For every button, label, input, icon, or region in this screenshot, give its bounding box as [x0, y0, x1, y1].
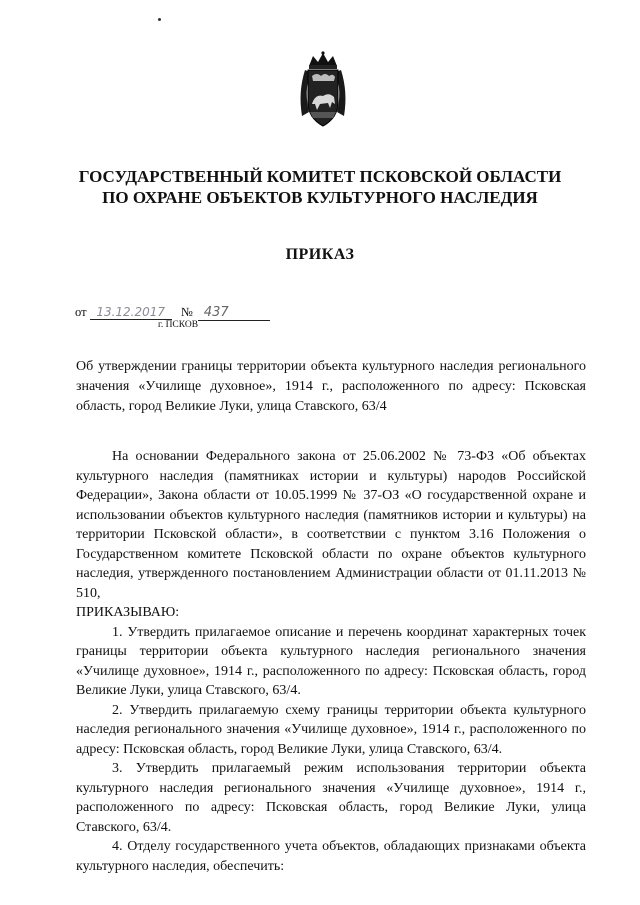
order-item-3: 3. Утвердить прилагаемый режим использования территории объекта культурного наследия регионального значения «Училище духовное», 1914 г., расположенного по адресу: Псковская область, город Великие Луки, улица Ставского, 63/4.	[76, 761, 586, 835]
organization-title-line2: ПО ОХРАНЕ ОБЪЕКТОВ КУЛЬТУРНОГО НАСЛЕДИЯ	[102, 188, 538, 207]
organization-title-line1: ГОСУДАРСТВЕННЫЙ КОМИТЕТ ПСКОВСКОЙ ОБЛАСТИ	[78, 167, 562, 186]
order-item-1: 1. Утвердить прилагаемое описание и перечень координат характерных точек границы территории объекта культурного наследия регионального значения «Училище духовное», 1914 г., расположенного по адресу: Псковская область, город Великие Луки, улица Ставского, 63/4.	[76, 624, 586, 698]
scan-speck	[158, 18, 161, 21]
coat-of-arms-icon	[293, 50, 353, 130]
document-type-heading: ПРИКАЗ	[285, 246, 355, 263]
date-number-row	[75, 305, 270, 321]
preamble-paragraph: На основании Федерального закона от 25.06.2002 № 73-ФЗ «Об объектах культурного наследия (памятниках истории и культуры) народов Российской Федерации», Закона области от 10.05.1999 № 37-ОЗ «О государственной охране и использовании объектов культурного наследия (памятников истории и культуры) на территории Псковской области», в соответствии с пунктом 3.16 Положения о Государственном комитете Псковской области по охране объектов культурного наследия, утвержденного постановлением Администрации области от 01.11.2013 № 510,	[76, 449, 586, 601]
date-label: от	[75, 305, 87, 319]
organization-title	[40, 166, 600, 208]
number-value: 437	[198, 306, 270, 321]
order-body	[76, 447, 586, 876]
decree-word: ПРИКАЗЫВАЮ:	[76, 605, 180, 620]
number-label: №	[180, 305, 193, 319]
order-subject: Об утверждении границы территории объекта культурного наследия регионального значения «Училище духовное», 1914 г., расположенного по адресу: Псковская область, город Великие Луки, улица Ставского, 63/4	[76, 359, 586, 414]
order-item-2: 2. Утвердить прилагаемую схему границы территории объекта культурного наследия регионального значения «Училище духовное», 1914 г., расположенного по адресу: Псковская область, город Великие Луки, улица Ставского, 63/4.	[76, 702, 586, 757]
city-label: г. ПСКОВ	[158, 320, 199, 330]
date-value: 13.12.2017	[90, 305, 172, 320]
order-item-4: 4. Отделу государственного учета объектов, обладающих признаками объекта культурного наследия, обеспечить:	[76, 839, 586, 874]
